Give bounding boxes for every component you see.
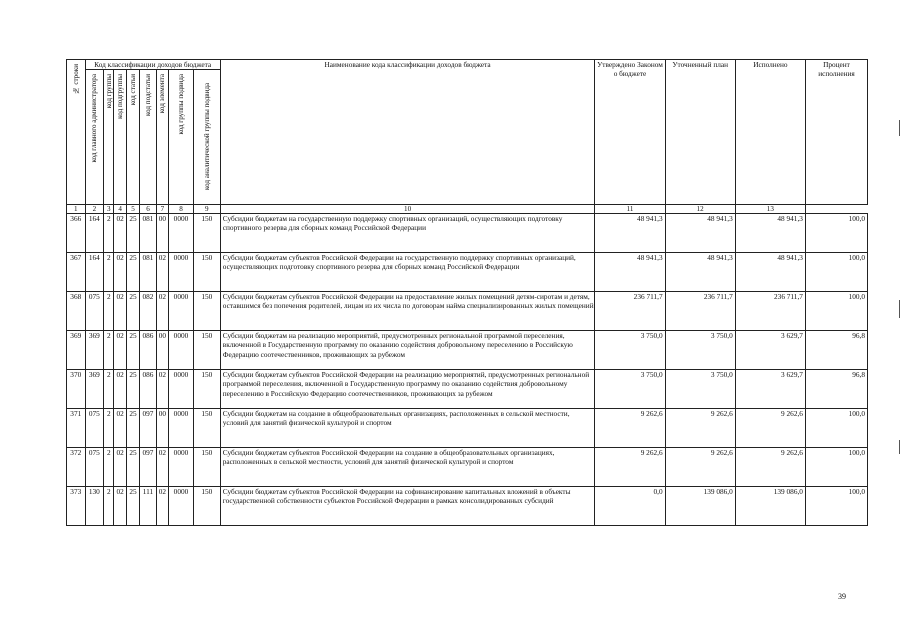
cell-subtype-group-code: 0000 bbox=[169, 292, 194, 331]
cell-revenue-name: Субсидии бюджетам субъектов Российской Федерации на создание в общеобразовательных организациях, расположенных в сельской местности, условий для занятий физической культурой и спортом bbox=[220, 448, 595, 487]
cell-article-code: 25 bbox=[126, 214, 139, 253]
cell-approved-amount: 3 750,0 bbox=[595, 331, 665, 370]
cell-executed-amount: 3 629,7 bbox=[735, 370, 805, 409]
cell-row-number: 372 bbox=[67, 448, 86, 487]
cell-group-code: 2 bbox=[104, 214, 114, 253]
header-approved: Утверждено Законом о бюджете bbox=[595, 60, 665, 205]
cell-admin-code: 075 bbox=[85, 409, 104, 448]
cell-subtype-group-code: 0000 bbox=[169, 409, 194, 448]
cell-analytic-group-code: 150 bbox=[193, 370, 220, 409]
cell-refined-plan-amount: 48 941,3 bbox=[665, 253, 735, 292]
cell-analytic-group-code: 150 bbox=[193, 448, 220, 487]
cell-revenue-name: Субсидии бюджетам на реализацию мероприятий, предусмотренных региональной программой переселения, включенной в Государственную программу по оказанию содействия добровольному переселению в Российскую Федерацию соотечественников, проживающих за рубежом bbox=[220, 331, 595, 370]
cell-element-code: 00 bbox=[156, 331, 168, 370]
header-subarticle-code: код подстатьи bbox=[140, 70, 157, 205]
cell-subarticle-code: 097 bbox=[140, 409, 157, 448]
cell-admin-code: 164 bbox=[85, 214, 104, 253]
column-number: 4 bbox=[114, 205, 126, 214]
column-number: 8 bbox=[169, 205, 194, 214]
cell-subtype-group-code: 0000 bbox=[169, 370, 194, 409]
cell-subarticle-code: 081 bbox=[140, 253, 157, 292]
table-row bbox=[67, 409, 868, 448]
scan-edge-mark bbox=[899, 300, 900, 318]
cell-group-code: 2 bbox=[104, 409, 114, 448]
cell-executed-amount: 9 262,6 bbox=[735, 448, 805, 487]
header-element-code: код элемента bbox=[156, 70, 168, 205]
cell-article-code: 25 bbox=[126, 487, 139, 526]
cell-group-code: 2 bbox=[104, 253, 114, 292]
cell-subarticle-code: 081 bbox=[140, 214, 157, 253]
cell-approved-amount: 3 750,0 bbox=[595, 370, 665, 409]
table-row bbox=[67, 253, 868, 292]
column-number: 9 bbox=[193, 205, 220, 214]
cell-analytic-group-code: 150 bbox=[193, 409, 220, 448]
cell-refined-plan-amount: 139 086,0 bbox=[665, 487, 735, 526]
cell-subgroup-code: 02 bbox=[114, 214, 126, 253]
cell-subtype-group-code: 0000 bbox=[169, 487, 194, 526]
column-numbers-row bbox=[67, 205, 868, 214]
cell-refined-plan-amount: 48 941,3 bbox=[665, 214, 735, 253]
header-admin-code: код главного администратора bbox=[85, 70, 104, 205]
column-number: 12 bbox=[665, 205, 735, 214]
header-executed: Исполнено bbox=[735, 60, 805, 205]
cell-element-code: 00 bbox=[156, 409, 168, 448]
table-row bbox=[67, 370, 868, 409]
header-group-code: код группы bbox=[104, 70, 114, 205]
cell-revenue-name: Субсидии бюджетам на создание в общеобразовательных организациях, расположенных в сельской местности, условий для занятий физической культурой и спортом bbox=[220, 409, 595, 448]
header-article-code: код статьи bbox=[126, 70, 139, 205]
cell-executed-amount: 236 711,7 bbox=[735, 292, 805, 331]
cell-subarticle-code: 097 bbox=[140, 448, 157, 487]
cell-execution-percent: 100,0 bbox=[805, 487, 867, 526]
cell-group-code: 2 bbox=[104, 487, 114, 526]
cell-row-number: 367 bbox=[67, 253, 86, 292]
cell-element-code: 02 bbox=[156, 487, 168, 526]
cell-article-code: 25 bbox=[126, 253, 139, 292]
cell-group-code: 2 bbox=[104, 448, 114, 487]
table-row bbox=[67, 214, 868, 253]
header-subgroup-code: код подгруппы bbox=[114, 70, 126, 205]
cell-subgroup-code: 02 bbox=[114, 292, 126, 331]
cell-revenue-name: Субсидии бюджетам субъектов Российской Федерации на софинансирование капитальных вложений в объекты государственной собственности субъектов Российской Федерации в рамках консолидированных субсидий bbox=[220, 487, 595, 526]
cell-executed-amount: 3 629,7 bbox=[735, 331, 805, 370]
cell-subtype-group-code: 0000 bbox=[169, 253, 194, 292]
cell-analytic-group-code: 150 bbox=[193, 253, 220, 292]
cell-execution-percent: 100,0 bbox=[805, 448, 867, 487]
cell-subarticle-code: 082 bbox=[140, 292, 157, 331]
cell-group-code: 2 bbox=[104, 370, 114, 409]
cell-row-number: 370 bbox=[67, 370, 86, 409]
cell-analytic-group-code: 150 bbox=[193, 292, 220, 331]
cell-revenue-name: Субсидии бюджетам субъектов Российской Федерации на государственную поддержку спортивных организаций, осуществляющих подготовку спортивного резерва для сборных команд Российской Федерации bbox=[220, 253, 595, 292]
column-number: 7 bbox=[156, 205, 168, 214]
cell-subtype-group-code: 0000 bbox=[169, 214, 194, 253]
column-number: 11 bbox=[595, 205, 665, 214]
scan-edge-mark bbox=[899, 120, 900, 136]
cell-analytic-group-code: 150 bbox=[193, 331, 220, 370]
cell-article-code: 25 bbox=[126, 409, 139, 448]
header-subtype-group-code: код группы подвида bbox=[169, 70, 194, 205]
cell-element-code: 02 bbox=[156, 448, 168, 487]
column-number: 10 bbox=[220, 205, 595, 214]
cell-analytic-group-code: 150 bbox=[193, 487, 220, 526]
cell-approved-amount: 9 262,6 bbox=[595, 448, 665, 487]
cell-admin-code: 075 bbox=[85, 448, 104, 487]
table-row bbox=[67, 331, 868, 370]
cell-subarticle-code: 086 bbox=[140, 370, 157, 409]
budget-revenue-table bbox=[66, 59, 868, 526]
cell-revenue-name: Субсидии бюджетам на государственную поддержку спортивных организаций, осуществляющих подготовку спортивного резерва для сборных команд Российской Федерации bbox=[220, 214, 595, 253]
cell-admin-code: 075 bbox=[85, 292, 104, 331]
header-row-no: № строки bbox=[67, 60, 86, 205]
cell-executed-amount: 48 941,3 bbox=[735, 214, 805, 253]
cell-refined-plan-amount: 3 750,0 bbox=[665, 331, 735, 370]
cell-subgroup-code: 02 bbox=[114, 487, 126, 526]
cell-group-code: 2 bbox=[104, 331, 114, 370]
cell-admin-code: 130 bbox=[85, 487, 104, 526]
cell-row-number: 368 bbox=[67, 292, 86, 331]
cell-subgroup-code: 02 bbox=[114, 370, 126, 409]
cell-admin-code: 369 bbox=[85, 370, 104, 409]
cell-row-number: 366 bbox=[67, 214, 86, 253]
cell-approved-amount: 48 941,3 bbox=[595, 253, 665, 292]
cell-article-code: 25 bbox=[126, 370, 139, 409]
cell-subtype-group-code: 0000 bbox=[169, 448, 194, 487]
cell-article-code: 25 bbox=[126, 292, 139, 331]
page-number: 39 bbox=[838, 592, 846, 601]
cell-element-code: 02 bbox=[156, 253, 168, 292]
cell-refined-plan-amount: 9 262,6 bbox=[665, 409, 735, 448]
cell-subgroup-code: 02 bbox=[114, 331, 126, 370]
cell-article-code: 25 bbox=[126, 331, 139, 370]
table-row bbox=[67, 292, 868, 331]
cell-element-code: 00 bbox=[156, 214, 168, 253]
cell-execution-percent: 100,0 bbox=[805, 253, 867, 292]
header-name: Наименование кода классификации доходов бюджета bbox=[220, 60, 595, 205]
cell-element-code: 02 bbox=[156, 292, 168, 331]
cell-execution-percent: 100,0 bbox=[805, 292, 867, 331]
cell-subgroup-code: 02 bbox=[114, 448, 126, 487]
cell-executed-amount: 48 941,3 bbox=[735, 253, 805, 292]
table-row bbox=[67, 448, 868, 487]
scan-edge-mark bbox=[899, 440, 900, 454]
header-analytic-group-code: код аналитической группы подвида bbox=[193, 70, 220, 205]
cell-refined-plan-amount: 236 711,7 bbox=[665, 292, 735, 331]
cell-execution-percent: 100,0 bbox=[805, 214, 867, 253]
cell-execution-percent: 100,0 bbox=[805, 409, 867, 448]
cell-article-code: 25 bbox=[126, 448, 139, 487]
column-number: 13 bbox=[735, 205, 805, 214]
cell-group-code: 2 bbox=[104, 292, 114, 331]
column-number: 3 bbox=[104, 205, 114, 214]
cell-approved-amount: 48 941,3 bbox=[595, 214, 665, 253]
cell-subtype-group-code: 0000 bbox=[169, 331, 194, 370]
cell-admin-code: 164 bbox=[85, 253, 104, 292]
cell-revenue-name: Субсидии бюджетам субъектов Российской Федерации на реализацию мероприятий, предусмотренных региональной программой переселения, включенной в Государственную программу по оказанию содействия добровольному переселению в Российскую Федерацию соотечественников, проживающих за рубежом bbox=[220, 370, 595, 409]
column-number: 1 bbox=[67, 205, 86, 214]
column-number: 5 bbox=[126, 205, 139, 214]
cell-revenue-name: Субсидии бюджетам субъектов Российской Федерации на предоставление жилых помещений детям-сиротам и детям, оставшимся без попечения родителей, лицам из их числа по договорам найма специализированных жилых помещений bbox=[220, 292, 595, 331]
cell-row-number: 369 bbox=[67, 331, 86, 370]
cell-refined-plan-amount: 9 262,6 bbox=[665, 448, 735, 487]
cell-refined-plan-amount: 3 750,0 bbox=[665, 370, 735, 409]
cell-approved-amount: 236 711,7 bbox=[595, 292, 665, 331]
header-percent: Процент исполнения bbox=[805, 60, 867, 205]
table-row bbox=[67, 487, 868, 526]
cell-row-number: 373 bbox=[67, 487, 86, 526]
cell-executed-amount: 9 262,6 bbox=[735, 409, 805, 448]
cell-executed-amount: 139 086,0 bbox=[735, 487, 805, 526]
column-number: 2 bbox=[85, 205, 104, 214]
cell-subgroup-code: 02 bbox=[114, 409, 126, 448]
cell-subgroup-code: 02 bbox=[114, 253, 126, 292]
cell-subarticle-code: 086 bbox=[140, 331, 157, 370]
cell-approved-amount: 0,0 bbox=[595, 487, 665, 526]
cell-admin-code: 369 bbox=[85, 331, 104, 370]
cell-row-number: 371 bbox=[67, 409, 86, 448]
cell-execution-percent: 96,8 bbox=[805, 331, 867, 370]
cell-analytic-group-code: 150 bbox=[193, 214, 220, 253]
cell-subarticle-code: 111 bbox=[140, 487, 157, 526]
column-number: 6 bbox=[140, 205, 157, 214]
cell-element-code: 02 bbox=[156, 370, 168, 409]
header-classification-group: Код классификации доходов бюджета bbox=[85, 60, 220, 70]
cell-approved-amount: 9 262,6 bbox=[595, 409, 665, 448]
header-refined: Уточненный план bbox=[665, 60, 735, 205]
cell-execution-percent: 96,8 bbox=[805, 370, 867, 409]
